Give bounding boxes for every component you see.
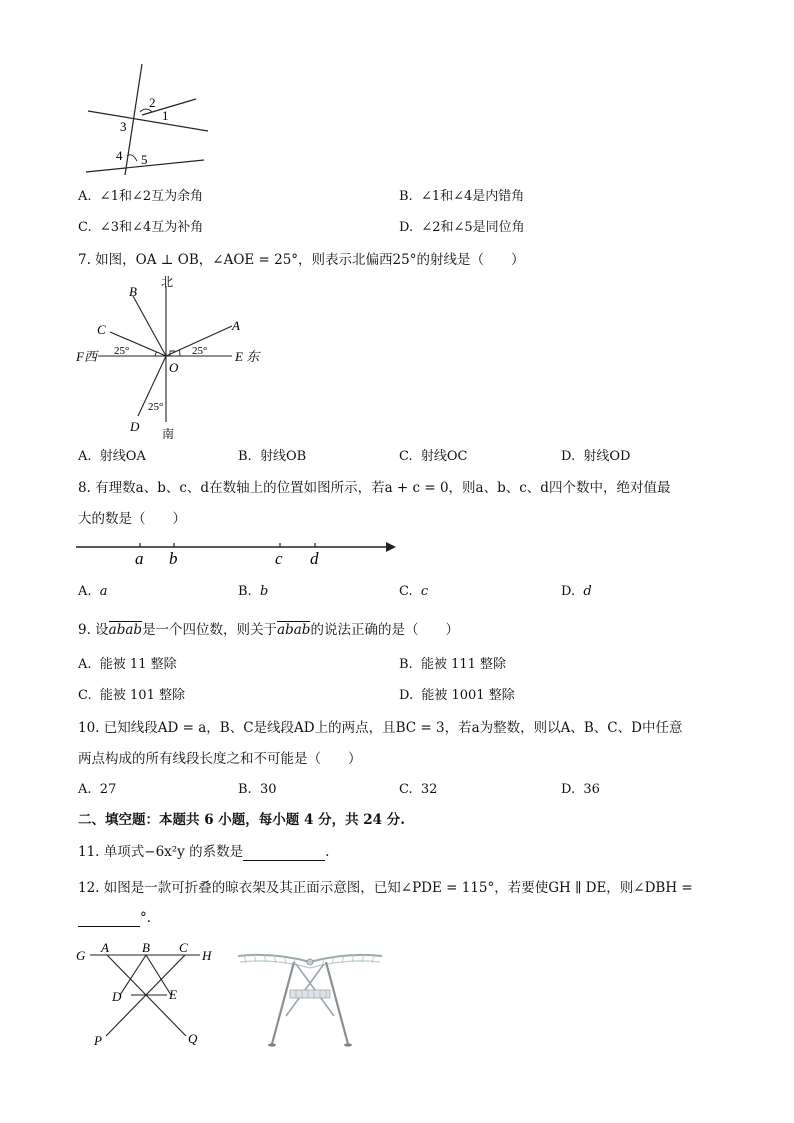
q9-stem-pre: 9. 设 [78,622,109,638]
q12-label-p: P [94,1033,102,1048]
q7-label-b: B [129,284,137,299]
q9-number-overline: abab [108,622,143,638]
q8-option-d: D. d [561,584,592,599]
q8-point-d: d [310,549,319,568]
q11-stem-pre: 11. 单项式−6x²y 的系数是 [78,844,244,860]
q7-stem: 7. 如图，OA ⊥ OB，∠AOE = 25°，则表示北偏西25°的射线是（ ） [78,252,525,268]
q12-schematic-figure [70,938,230,1050]
q7-east: E 东 [235,349,260,364]
q9-number-overline-2: abab [277,622,311,638]
q10-option-b: B. 30 [238,782,277,797]
q8-option-a: A. a [78,584,108,599]
q8-option-c: C. c [399,584,429,599]
q7-north: 北 [161,275,174,289]
q7-option-a: A. 射线OA [78,449,146,464]
q11-stem-post: . [325,844,330,860]
q9-stem [78,621,459,639]
q8-number-line [74,537,400,571]
drying-rack-illustration [234,946,386,1050]
q8-stem-line1: 8. 有理数a、b、c、d在数轴上的位置如图所示，若a + c = 0，则a、b、c、d四个数中，绝对值最 [78,480,671,496]
fig6-label-3: 3 [120,119,127,134]
q8-point-a: a [135,549,144,568]
fig6-label-1: 1 [162,108,169,123]
q10-option-d: D. 36 [561,782,600,797]
q12-label-c: C [179,940,188,955]
q12-label-h: H [202,948,212,963]
q7-west: F西 [76,349,97,364]
q7-label-d: D [130,419,140,434]
q11-answer-blank[interactable] [243,846,325,861]
q7-angle-west: 25° [114,345,130,357]
q7-angle-south: 25° [148,401,164,413]
q6-option-d: D. ∠2和∠5是同位角 [399,220,525,235]
q9-option-d: D. 能被 1001 整除 [399,688,515,703]
q9-option-b: B. 能被 111 整除 [399,657,507,672]
q9-option-a: A. 能被 11 整除 [78,657,177,672]
section2-title: 二、填空题：本题共 6 小题，每小题 4 分，共 24 分. [78,812,405,828]
q12-label-g: G [76,948,86,963]
q12-answer-blank[interactable] [78,912,140,927]
q6-option-c: C. ∠3和∠4互为补角 [78,220,204,235]
q7-label-o: O [169,360,179,375]
q8-option-b: B. b [238,584,269,599]
q7-angle-east: 25° [192,345,208,357]
q7-option-b: B. 射线OB [238,449,307,464]
q9-option-c: C. 能被 101 整除 [78,688,185,703]
q8-stem-line2: 大的数是（ ） [78,511,186,527]
q6-option-b: B. ∠1和∠4是内错角 [399,189,525,204]
q7-label-c: C [97,322,106,337]
q12-label-e: E [169,987,177,1002]
q7-option-c: C. 射线OC [399,449,468,464]
q12-label-a: A [101,940,109,955]
q7-label-a: A [232,318,240,333]
fig6-label-5: 5 [141,152,148,167]
q7-figure [70,274,270,444]
q6-option-a: A. ∠1和∠2互为余角 [78,189,204,204]
q10-stem-line1: 10. 已知线段AD = a，B、C是线段AD上的两点，且BC = 3，若a为整数，则以A、B、C、D中任意 [78,720,683,736]
q12-stem-line2 [78,909,151,927]
q7-option-d: D. 射线OD [561,449,631,464]
q12-label-d: D [112,989,122,1004]
q10-option-c: C. 32 [399,782,438,797]
fig6-label-4: 4 [116,148,123,163]
q8-point-c: c [275,549,283,568]
q12-stem-post: °. [140,910,152,926]
q6-figure [82,60,212,180]
q12-stem-line1: 12. 如图是一款可折叠的晾衣架及其正面示意图，已知∠PDE = 115°，若要使GH ∥ DE，则∠DBH = [78,880,693,896]
q7-south: 南 [162,427,175,441]
q10-stem-line2: 两点构成的所有线段长度之和不可能是（ ） [78,751,362,767]
fig6-label-2: 2 [149,95,156,110]
q12-label-q: Q [188,1031,198,1046]
q9-stem-mid: 是一个四位数，则关于 [142,622,278,638]
q12-label-b: B [142,940,150,955]
q10-option-a: A. 27 [78,782,117,797]
q11-stem [78,843,329,861]
q8-point-b: b [169,549,178,568]
q9-stem-post: 的说法正确的是（ ） [310,622,459,638]
